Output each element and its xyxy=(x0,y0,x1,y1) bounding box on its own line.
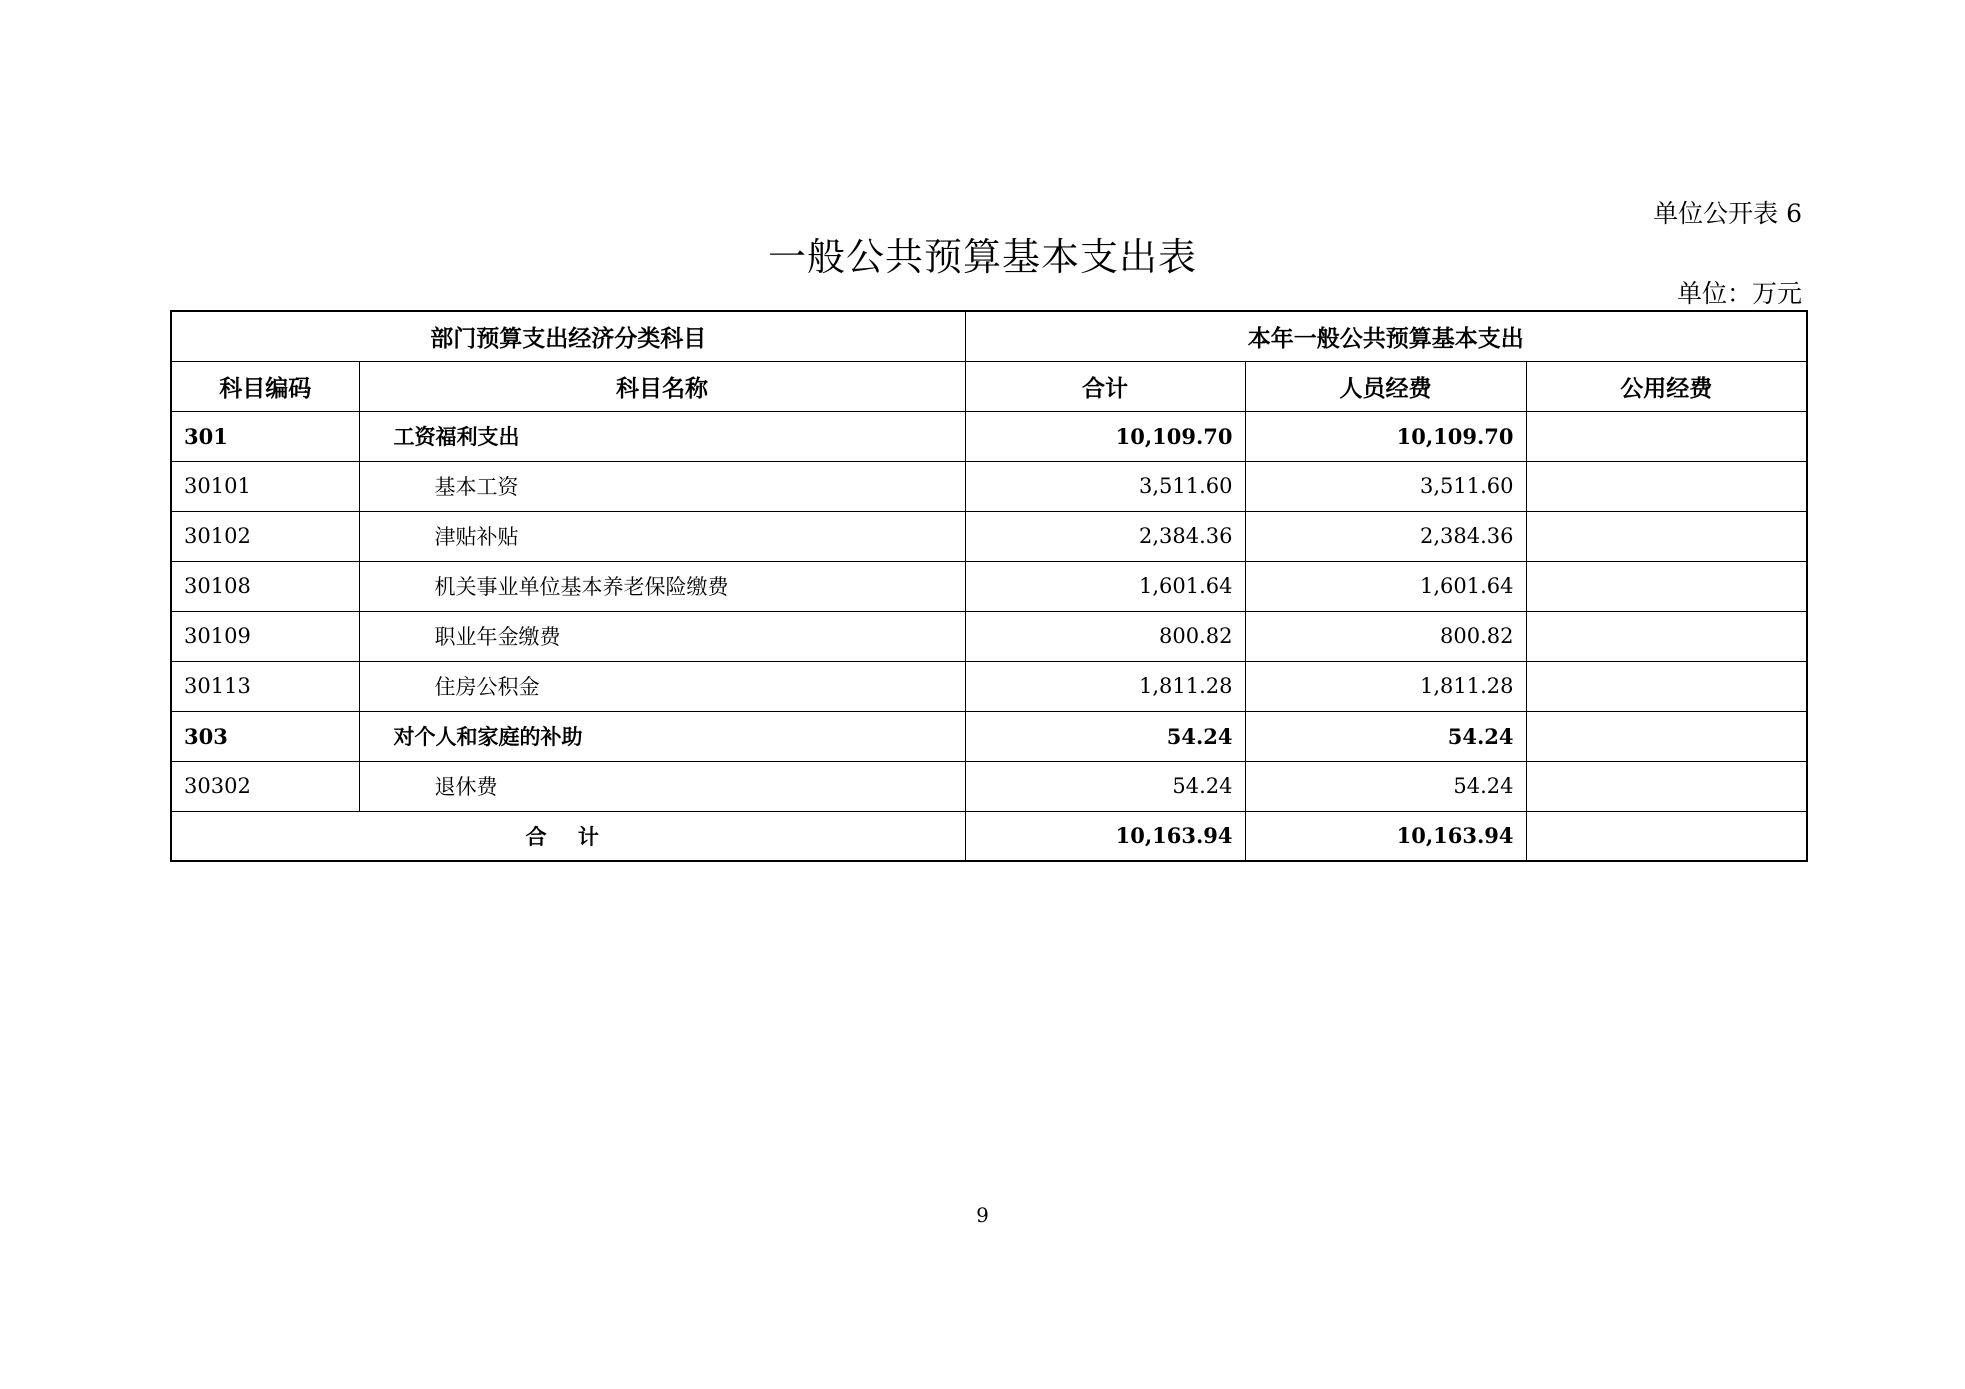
row-code: 30302 xyxy=(171,761,359,811)
row-public xyxy=(1526,611,1807,661)
total-label: 合 计 xyxy=(171,811,965,861)
column-header-total: 合计 xyxy=(965,361,1245,411)
page-title: 一般公共预算基本支出表 xyxy=(767,235,1197,279)
row-code: 30102 xyxy=(171,511,359,561)
column-header-public: 公用经费 xyxy=(1526,361,1807,411)
column-header-name: 科目名称 xyxy=(359,361,965,411)
row-name: 住房公积金 xyxy=(359,661,965,711)
row-name: 津贴补贴 xyxy=(359,511,965,561)
row-name: 对个人和家庭的补助 xyxy=(359,711,965,761)
row-personnel: 1,601.64 xyxy=(1245,561,1526,611)
row-personnel: 10,109.70 xyxy=(1245,411,1526,461)
row-name: 基本工资 xyxy=(359,461,965,511)
column-header-row xyxy=(171,361,1807,411)
unit-label: 单位：万元 xyxy=(1676,279,1802,308)
row-code: 30109 xyxy=(171,611,359,661)
row-public xyxy=(1526,411,1807,461)
column-header-code: 科目编码 xyxy=(171,361,359,411)
row-total: 1,811.28 xyxy=(965,661,1245,711)
row-name: 机关事业单位基本养老保险缴费 xyxy=(359,561,965,611)
row-total: 3,511.60 xyxy=(965,461,1245,511)
column-header-personnel: 人员经费 xyxy=(1245,361,1526,411)
row-code: 30113 xyxy=(171,661,359,711)
row-code: 301 xyxy=(171,411,359,461)
table-row xyxy=(171,761,1807,811)
total-personnel: 10,163.94 xyxy=(1245,811,1526,861)
table-row xyxy=(171,661,1807,711)
row-public xyxy=(1526,561,1807,611)
row-name: 退休费 xyxy=(359,761,965,811)
row-code: 303 xyxy=(171,711,359,761)
row-personnel: 3,511.60 xyxy=(1245,461,1526,511)
table-row xyxy=(171,611,1807,661)
group-header-row xyxy=(171,311,1807,361)
row-public xyxy=(1526,461,1807,511)
row-public xyxy=(1526,761,1807,811)
total-row xyxy=(171,811,1807,861)
table-label: 单位公开表 6 xyxy=(1653,199,1802,228)
group-header-classification: 部门预算支出经济分类科目 xyxy=(171,311,965,361)
row-total: 54.24 xyxy=(965,711,1245,761)
table-row xyxy=(171,711,1807,761)
row-total: 2,384.36 xyxy=(965,511,1245,561)
row-public xyxy=(1526,711,1807,761)
row-total: 54.24 xyxy=(965,761,1245,811)
row-personnel: 54.24 xyxy=(1245,761,1526,811)
table-row xyxy=(171,511,1807,561)
row-name: 工资福利支出 xyxy=(359,411,965,461)
group-header-expenditure: 本年一般公共预算基本支出 xyxy=(965,311,1807,361)
row-total: 1,601.64 xyxy=(965,561,1245,611)
row-public xyxy=(1526,511,1807,561)
row-personnel: 2,384.36 xyxy=(1245,511,1526,561)
row-personnel: 1,811.28 xyxy=(1245,661,1526,711)
row-total: 10,109.70 xyxy=(965,411,1245,461)
row-code: 30108 xyxy=(171,561,359,611)
table-row xyxy=(171,461,1807,511)
total-sum: 10,163.94 xyxy=(965,811,1245,861)
row-name: 职业年金缴费 xyxy=(359,611,965,661)
row-total: 800.82 xyxy=(965,611,1245,661)
table-row xyxy=(171,561,1807,611)
budget-table xyxy=(170,310,1808,862)
row-personnel: 54.24 xyxy=(1245,711,1526,761)
page-number: 9 xyxy=(976,1203,989,1227)
row-personnel: 800.82 xyxy=(1245,611,1526,661)
row-public xyxy=(1526,661,1807,711)
row-code: 30101 xyxy=(171,461,359,511)
table-row xyxy=(171,411,1807,461)
total-public xyxy=(1526,811,1807,861)
